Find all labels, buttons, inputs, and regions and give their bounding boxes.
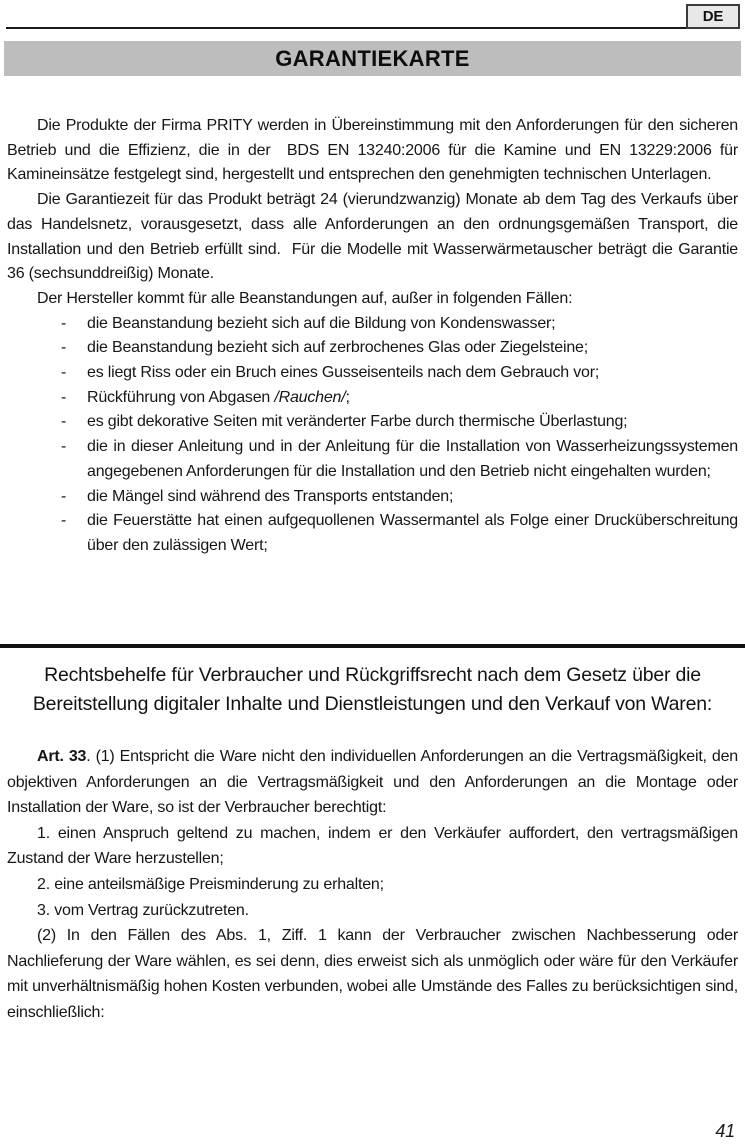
list-item-text-suffix: ;	[345, 388, 350, 406]
bullet-dash: -	[61, 438, 67, 456]
warranty-paragraph-3: Der Hersteller kommt für alle Beanstandungen auf, außer in folgenden Fällen:	[37, 289, 573, 307]
legal-item-2: 2. eine anteilsmäßige Preisminderung zu erhalten;	[37, 875, 384, 893]
list-item	[7, 336, 738, 361]
list-item	[7, 361, 738, 386]
page-header	[0, 0, 745, 29]
bullet-dash: -	[61, 314, 67, 332]
bullet-dash: -	[61, 339, 67, 357]
legal-paragraph-2: (2) In den Fällen des Abs. 1, Ziff. 1 kann der Verbraucher zwischen Nachbesserung oder Nachlieferung der Ware wählen, es sei denn, dies erweist sich als unmöglich oder wäre für den Verkäufer mit unverhältnismäßig hohen Kosten verbunden, wobei alle Umstände des Falles zu berücksichtigen sind, einschließlich:	[7, 927, 738, 1021]
bullet-dash: -	[61, 512, 67, 530]
page-title: GARANTIEKARTE	[275, 45, 470, 71]
section-divider	[0, 644, 745, 648]
list-item	[7, 509, 738, 558]
list-item	[7, 386, 738, 411]
list-item-text: es gibt dekorative Seiten mit veränderter Farbe durch thermische Überlastung;	[87, 413, 628, 431]
list-item-text: die Mängel sind während des Transports entstanden;	[87, 487, 454, 505]
language-tab-label: DE	[702, 8, 724, 25]
list-item-text	[87, 386, 738, 411]
header-rule	[6, 4, 686, 29]
warranty-paragraph-2: Die Garantiezeit für das Produkt beträgt 24 (vierundzwanzig) Monate ab dem Tag des Verkaufs über das Handelsnetz, vorausgesetzt, dass alle Anforderungen an den ordnungsgemäßen Transport, die Installation und den Betrieb erfüllt sind. Für die Modelle mit Wasserwärmetauscher beträgt die Garantie 36 (sechsunddreißig) Monate.	[7, 191, 738, 283]
list-item	[7, 410, 738, 435]
list-item-text: die in dieser Anleitung und in der Anleitung für die Installation von Wasserheizungssystemen angegebenen Anforderungen für die Installation und den Betrieb nicht eingehalten wurden;	[87, 438, 738, 480]
list-item-text: die Feuerstätte hat einen aufgequollenen Wassermantel als Folge einer Drucküberschreitung über den zulässigen Wert;	[87, 512, 738, 554]
legal-section	[7, 744, 738, 1026]
art33-text: . (1) Entspricht die Ware nicht den individuellen Anforderungen an die Vertragsmäßigkeit, den objektiven Anforderungen an die Vertragsmäßigkeit und den Anforderungen an die Montage oder Installation der Ware, so ist der Verbraucher berechtigt:	[7, 748, 738, 817]
list-item-text: die Beanstandung bezieht sich auf die Bildung von Kondenswasser;	[87, 314, 556, 332]
legal-item-1: 1. einen Anspruch geltend zu machen, indem er den Verkäufer auffordert, den vertragsmäßigen Zustand der Ware herzustellen;	[7, 824, 738, 868]
list-item-text-prefix: Rückführung von Abgasen	[87, 388, 275, 406]
legal-section-heading: Rechtsbehelfe für Verbraucher und Rückgriffsrecht nach dem Gesetz über die Bereitstellung digitaler Inhalte und Dienstleistungen und den Verkauf von Waren:	[32, 664, 713, 715]
list-item	[7, 485, 738, 510]
art33-paragraph	[7, 744, 738, 821]
list-item	[7, 435, 738, 484]
warranty-paragraph-1: Die Produkte der Firma PRITY werden in Übereinstimmung mit den Anforderungen für den sicheren Betrieb und die Effizienz, die in der BDS EN 13240:2006 für die Kamine und EN 13229:2006 für Kamineinsätze festgelegt sind, hergestellt und entsprechen den genehmigten technischen Unterlagen.	[7, 117, 738, 184]
list-item	[7, 312, 738, 337]
legal-item-3: 3. vom Vertrag zurückzutreten.	[37, 901, 249, 919]
title-banner	[4, 41, 741, 76]
language-tab-de	[686, 4, 740, 29]
page-number: 41	[715, 1121, 735, 1141]
bullet-dash: -	[61, 487, 67, 505]
list-item-text-italic: /Rauchen/	[274, 388, 346, 406]
list-item-text: die Beanstandung bezieht sich auf zerbrochenes Glas oder Ziegelsteine;	[87, 339, 588, 357]
warranty-section	[7, 114, 738, 644]
art33-label: Art. 33	[37, 748, 87, 765]
exclusion-list	[7, 312, 738, 559]
list-item-text: es liegt Riss oder ein Bruch eines Gusseisenteils nach dem Gebrauch vor;	[87, 364, 600, 382]
bullet-dash: -	[61, 388, 67, 406]
bullet-dash: -	[61, 364, 67, 382]
bullet-dash: -	[61, 413, 67, 431]
